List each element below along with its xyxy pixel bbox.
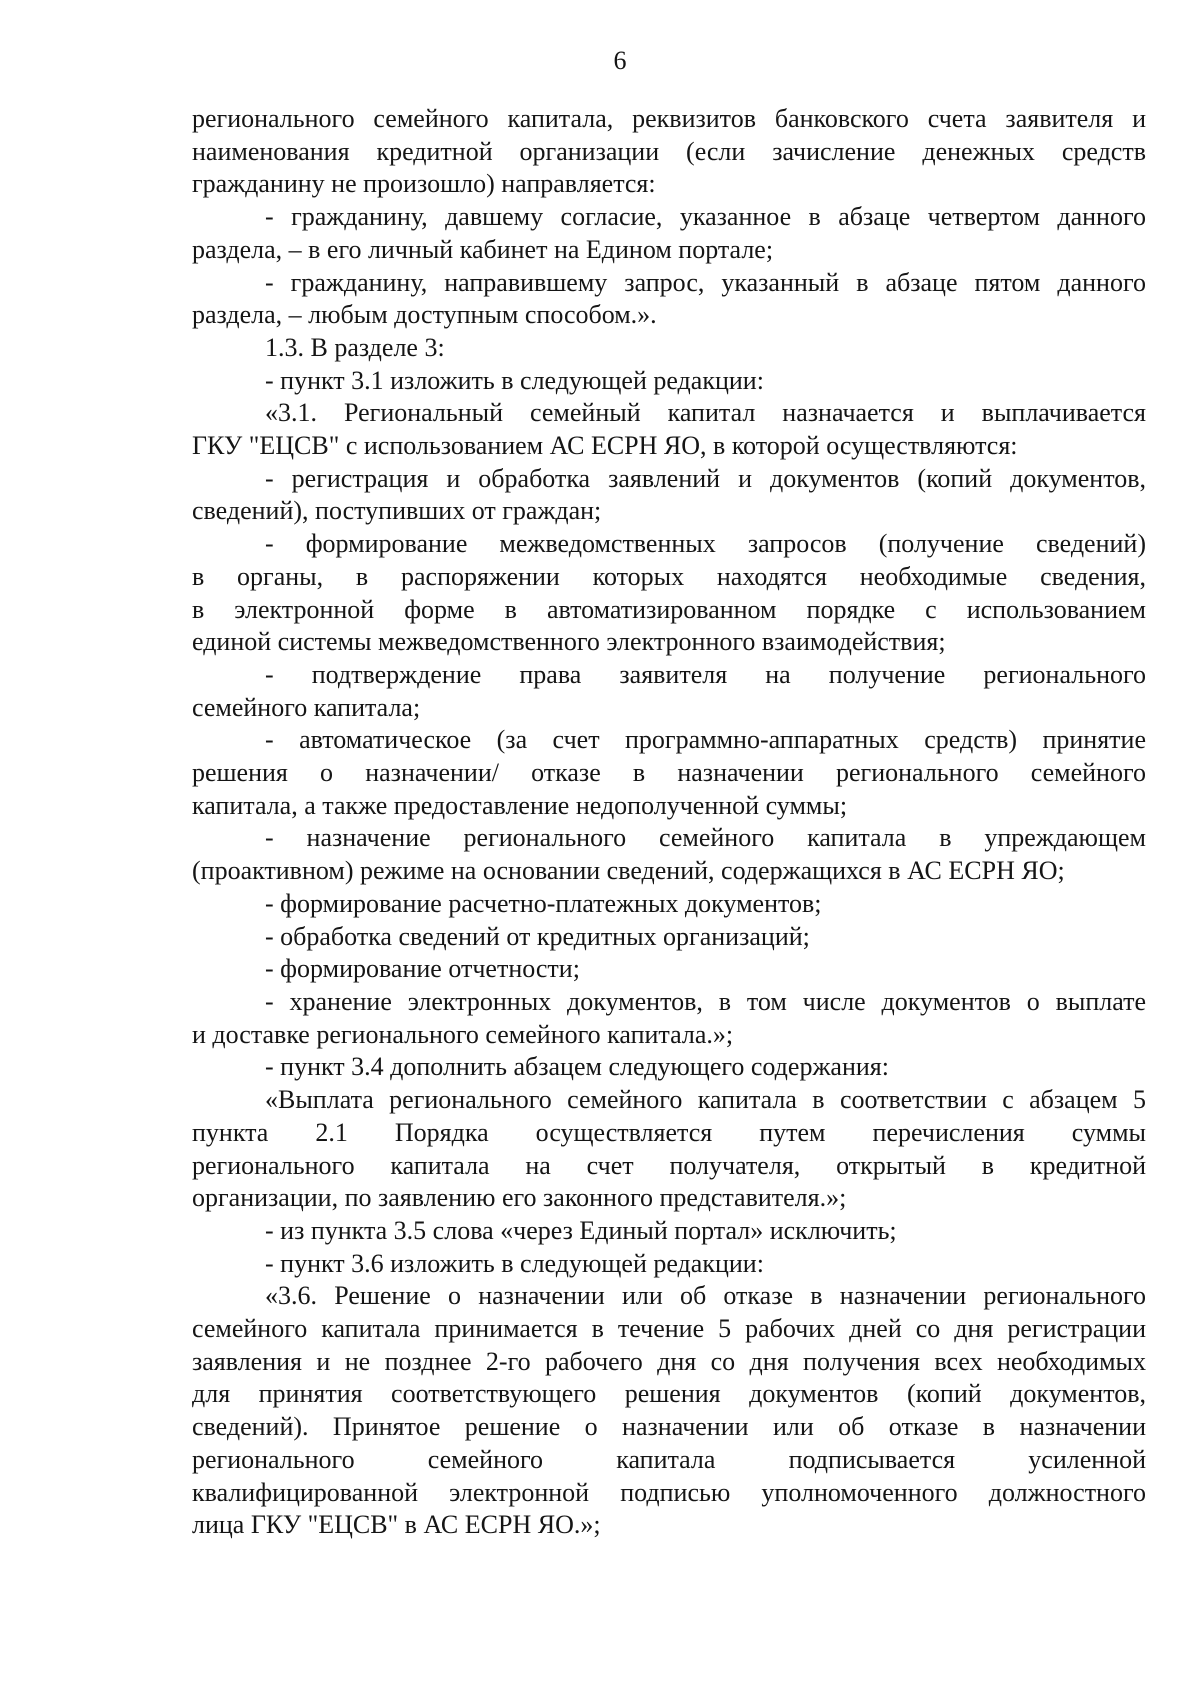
text-line: - обработка сведений от кредитных организаций;: [265, 921, 810, 951]
text-line: (проактивном) режиме на основании сведений, содержащихся в АС ЕСРН ЯО;: [192, 856, 1065, 886]
text-line: заявления и не позднее 2-го рабочего дня со дня получения всех необходимых: [192, 1346, 1146, 1376]
document-body: [192, 103, 1146, 1542]
text-line: «3.1. Региональный семейный капитал назначается и выплачивается: [265, 398, 1146, 428]
text-line: и доставке регионального семейного капитала.»;: [192, 1019, 734, 1049]
text-line: - формирование межведомственных запросов (получение сведений): [265, 529, 1146, 559]
text-line: «3.6. Решение о назначении или об отказе в назначении регионального: [265, 1281, 1146, 1311]
text-line: - гражданину, давшему согласие, указанное в абзаце четвертом данного: [265, 202, 1146, 232]
text-line: - формирование расчетно-платежных документов;: [265, 888, 822, 918]
text-line: единой системы межведомственного электронного взаимодействия;: [192, 627, 946, 657]
text-line: - пункт 3.6 изложить в следующей редакции:: [265, 1248, 764, 1278]
text-line: гражданину не произошло) направляется:: [192, 169, 656, 199]
text-line: наименования кредитной организации (если зачисление денежных средств: [192, 136, 1146, 166]
text-line: организации, по заявлению его законного представителя.»;: [192, 1183, 847, 1213]
text-line: - назначение регионального семейного капитала в упреждающем: [265, 823, 1146, 853]
text-line: сведений), поступивших от граждан;: [192, 496, 602, 526]
text-line: - из пункта 3.5 слова «через Единый портал» исключить;: [265, 1215, 897, 1245]
text-line: раздела, – в его личный кабинет на Едином портале;: [192, 234, 774, 264]
text-line: «Выплата регионального семейного капитала в соответствии с абзацем 5: [265, 1085, 1146, 1115]
text-line: квалифицированной электронной подписью уполномоченного должностного: [192, 1477, 1146, 1507]
text-line: регионального семейного капитала, реквизитов банковского счета заявителя и: [192, 104, 1146, 133]
text-line: капитала, а также предоставление недополученной суммы;: [192, 790, 848, 820]
text-line: - подтверждение права заявителя на получение регионального: [265, 659, 1146, 689]
text-line: семейного капитала;: [192, 692, 421, 722]
text-line: в органы, в распоряжении которых находятся необходимые сведения,: [192, 561, 1146, 591]
text-line: - хранение электронных документов, в том числе документов о выплате: [265, 986, 1146, 1016]
text-line: - гражданину, направившему запрос, указанный в абзаце пятом данного: [265, 267, 1146, 297]
text-line: регионального семейного капитала подписывается усиленной: [192, 1444, 1146, 1474]
text-line: семейного капитала принимается в течение 5 рабочих дней со дня регистрации: [192, 1314, 1146, 1344]
text-line: - автоматическое (за счет программно-аппаратных средств) принятие: [265, 725, 1146, 755]
text-line: для принятия соответствующего решения документов (копий документов,: [192, 1379, 1146, 1409]
text-line: сведений). Принятое решение о назначении или об отказе в назначении: [192, 1412, 1146, 1442]
page-number: 6: [613, 46, 627, 75]
text-line: регионального капитала на счет получателя, открытый в кредитной: [192, 1150, 1146, 1180]
text-line: лица ГКУ "ЕЦСВ" в АС ЕСРН ЯО.»;: [192, 1510, 601, 1540]
text-line: - формирование отчетности;: [265, 954, 580, 984]
text-line: - регистрация и обработка заявлений и документов (копий документов,: [265, 463, 1146, 493]
text-line: 1.3. В разделе 3:: [265, 332, 445, 362]
text-line: раздела, – любым доступным способом.».: [192, 300, 657, 330]
text-line: - пункт 3.4 дополнить абзацем следующего содержания:: [265, 1052, 889, 1082]
text-line: решения о назначении/ отказе в назначении регионального семейного: [192, 758, 1146, 788]
text-line: - пункт 3.1 изложить в следующей редакции:: [265, 365, 764, 395]
text-line: в электронной форме в автоматизированном порядке с использованием: [192, 594, 1146, 624]
text-line: ГКУ "ЕЦСВ" с использованием АС ЕСРН ЯО, в которой осуществляются:: [192, 431, 1018, 461]
text-line: пункта 2.1 Порядка осуществляется путем перечисления суммы: [192, 1117, 1146, 1147]
